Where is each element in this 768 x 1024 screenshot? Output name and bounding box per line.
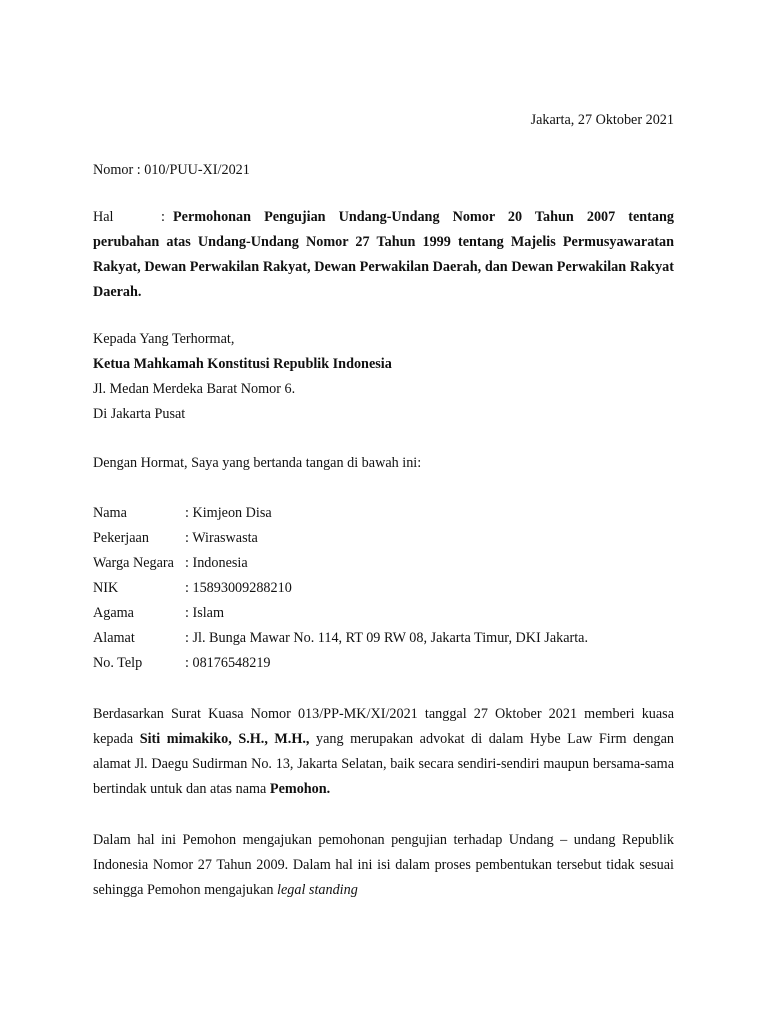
paragraph1-text-a: Berdasarkan Surat Kuasa Nomor 013/PP-MK/XI/2021 tanggal 27 Oktober 2021 memberi kuasa kepada xyxy=(93,706,674,747)
identity-value: : 15893009288210 xyxy=(185,580,292,596)
subject-colon: : xyxy=(161,209,165,225)
recipient-city: Di Jakarta Pusat xyxy=(93,406,186,422)
identity-label: NIK xyxy=(93,580,119,596)
identity-label: Pekerjaan xyxy=(93,530,149,546)
identity-label: Agama xyxy=(93,605,134,621)
identity-row xyxy=(93,651,588,676)
petition-paragraph xyxy=(93,828,674,903)
subject-label: Hal xyxy=(93,209,114,225)
recipient-block xyxy=(93,327,674,427)
identity-row xyxy=(93,551,588,576)
paragraph1-text-b: yang merupakan advokat di dalam Hybe Law Firm dengan alamat Jl. Daegu Sudirman No. 13, Jakarta Selatan, baik secara sendiri-sendiri maupun bersama-sama bertindak untuk dan atas nama xyxy=(93,731,674,797)
identity-row xyxy=(93,576,588,601)
identity-row xyxy=(93,626,588,651)
recipient-greeting: Kepada Yang Terhormat, xyxy=(93,331,235,347)
letter-page xyxy=(93,108,674,903)
identity-label: Nama xyxy=(93,505,127,521)
identity-value: : Jl. Bunga Mawar No. 114, RT 09 RW 08, Jakarta Timur, DKI Jakarta. xyxy=(185,630,589,646)
subject-text: Permohonan Pengujian Undang-Undang Nomor 20 Tahun 2007 tentang perubahan atas Undang-Undang Nomor 27 Tahun 1999 tentang Majelis Permusyawaratan Rakyat, Dewan Perwakilan Rakyat, Dewan Perwakilan Daerah, dan Dewan Perwakilan Rakyat Daerah. xyxy=(93,209,674,300)
identity-table xyxy=(93,501,588,676)
identity-value: : Islam xyxy=(185,605,225,621)
place-date: Jakarta, 27 Oktober 2021 xyxy=(530,112,674,128)
lawyer-name: Siti mimakiko, S.H., M.H., xyxy=(139,731,310,747)
identity-label: Alamat xyxy=(93,630,135,646)
identity-row xyxy=(93,601,588,626)
identity-label: Warga Negara xyxy=(93,555,174,571)
power-of-attorney-paragraph xyxy=(93,702,674,802)
legal-standing-term: legal standing xyxy=(277,882,358,898)
identity-row xyxy=(93,501,588,526)
opening-line: Dengan Hormat, Saya yang bertanda tangan di bawah ini: xyxy=(93,455,422,471)
identity-row xyxy=(93,526,588,551)
identity-value: : Indonesia xyxy=(185,555,248,571)
recipient-name: Ketua Mahkamah Konstitusi Republik Indonesia xyxy=(93,356,392,372)
identity-value: : Wiraswasta xyxy=(185,530,258,546)
recipient-address: Jl. Medan Merdeka Barat Nomor 6. xyxy=(93,381,296,397)
identity-value: : Kimjeon Disa xyxy=(185,505,272,521)
pemohon-label: Pemohon. xyxy=(269,781,331,797)
subject-block xyxy=(93,205,674,305)
identity-value: : 08176548219 xyxy=(185,655,271,671)
identity-label: No. Telp xyxy=(93,655,143,671)
paragraph2-text: Dalam hal ini Pemohon mengajukan pemohonan pengujian terhadap Undang – undang Republik Indonesia Nomor 27 Tahun 2009. Dalam hal ini isi dalam proses pembentukan tersebut tidak sesuai sehingga Pemohon mengajukan xyxy=(93,832,674,898)
letter-number: Nomor : 010/PUU-XI/2021 xyxy=(93,162,250,178)
